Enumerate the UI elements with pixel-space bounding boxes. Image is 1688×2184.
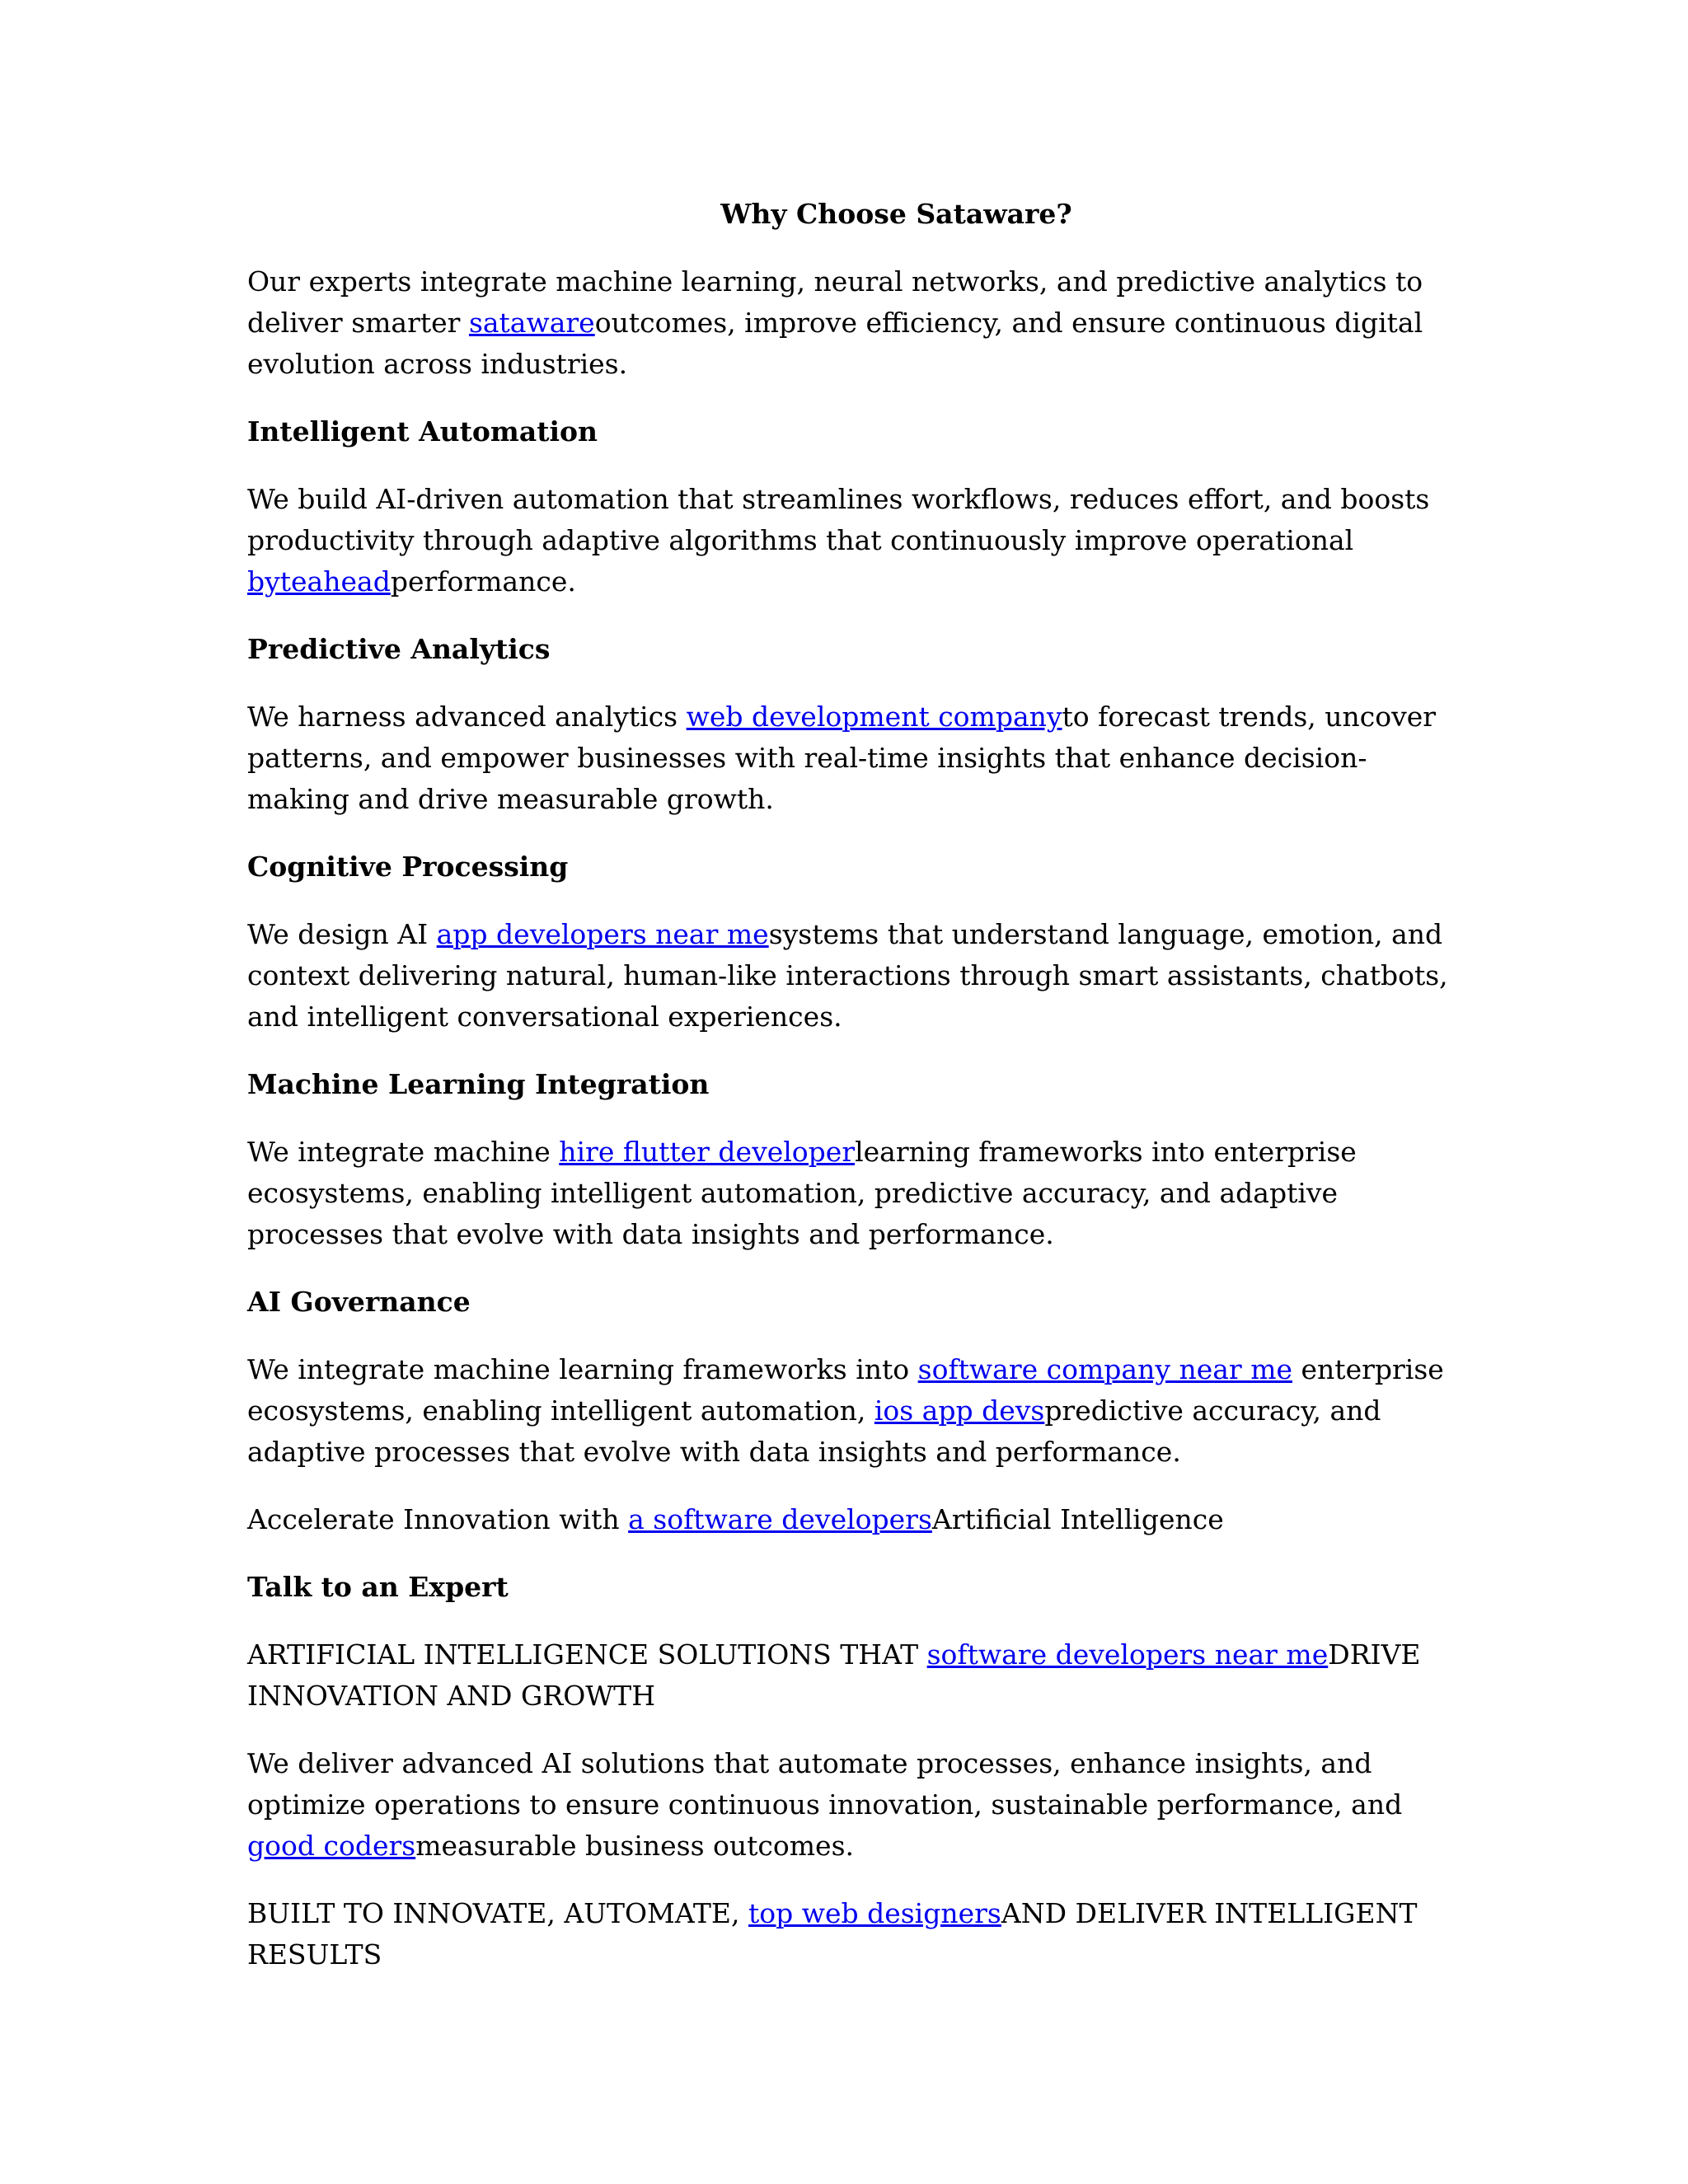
paragraph-ai-governance [247, 1349, 1451, 1473]
paragraph-text-start: We integrate machine [247, 1136, 560, 1168]
paragraph-text-end: to forecast trends, uncover patterns, and empower businesses with real-time insights that enhance decision-making and drive measurable growth. [247, 701, 1437, 815]
paragraph-machine-learning-integration [247, 1132, 1451, 1255]
solutions-text-end: DRIVE INNOVATION AND GROWTH [247, 1638, 1421, 1712]
link-web-development-company[interactable]: web development company [686, 701, 1062, 733]
paragraph-cognitive-processing [247, 914, 1451, 1038]
solutions-text-start: ARTIFICIAL INTELLIGENCE SOLUTIONS THAT [247, 1638, 927, 1671]
solutions-paragraph [247, 1634, 1451, 1717]
paragraph-intelligent-automation [247, 479, 1451, 602]
paragraph-text-end: predictive accuracy, and adaptive processes that evolve with data insights and performance. [247, 1394, 1381, 1468]
paragraph-text-start: We harness advanced analytics [247, 701, 687, 733]
deliver-text-start: We deliver advanced AI solutions that automate processes, enhance insights, and optimize operations to ensure continuous innovation, sustainable performance, and [247, 1747, 1403, 1821]
paragraph-text-start: We integrate machine learning frameworks into [247, 1353, 918, 1385]
link-a-software-developers[interactable]: a software developers [628, 1503, 932, 1535]
paragraph-text-start: We design AI [247, 918, 437, 950]
document-page [247, 194, 1451, 2002]
link-byteahead[interactable]: byteahead [247, 565, 391, 598]
link-software-company-near-me[interactable]: software company near me [917, 1353, 1293, 1385]
paragraph-text-end: performance. [390, 565, 576, 598]
intro-text-end: outcomes, improve efficiency, and ensure continuous digital evolution across industries. [247, 307, 1423, 380]
deliver-paragraph [247, 1743, 1451, 1867]
heading-ai-governance: AI Governance [247, 1286, 471, 1318]
paragraph-text-start: We build AI-driven automation that streamlines workflows, reduces effort, and boosts productivity through adaptive algorithms that continuously improve operational [247, 483, 1430, 556]
built-text-start: BUILT TO INNOVATE, AUTOMATE, [247, 1897, 748, 1929]
built-paragraph [247, 1893, 1451, 1975]
paragraph-predictive-analytics [247, 696, 1451, 820]
paragraph-text-end: systems that understand language, emotion, and context delivering natural, human-like interactions through smart assistants, chatbots, and intelligent conversational experiences. [247, 918, 1448, 1033]
built-text-end: AND DELIVER INTELLIGENT RESULTS [247, 1897, 1418, 1971]
accelerate-text-start: Accelerate Innovation with [247, 1503, 629, 1535]
link-ios-app-devs[interactable]: ios app devs [874, 1394, 1045, 1427]
page-title: Why Choose Sataware? [720, 198, 1072, 230]
deliver-text-end: measurable business outcomes. [415, 1830, 855, 1862]
paragraph-text-middle: enterprise ecosystems, enabling intelligent automation, [247, 1353, 1444, 1427]
intro-text-start: Our experts integrate machine learning, neural networks, and predictive analytics to deliver smarter [247, 265, 1423, 339]
link-app-developers-near-me[interactable]: app developers near me [436, 918, 769, 950]
heading-predictive-analytics: Predictive Analytics [247, 633, 551, 665]
accelerate-text-end: Artificial Intelligence [931, 1503, 1224, 1535]
link-sataware[interactable]: sataware [468, 307, 595, 339]
heading-talk-to-an-expert: Talk to an Expert [247, 1571, 509, 1603]
heading-intelligent-automation: Intelligent Automation [247, 415, 598, 448]
link-software-developers-near-me[interactable]: software developers near me [926, 1638, 1329, 1671]
heading-machine-learning-integration: Machine Learning Integration [247, 1068, 710, 1100]
accelerate-paragraph [247, 1499, 1451, 1540]
intro-paragraph [247, 261, 1451, 385]
link-hire-flutter-developer[interactable]: hire flutter developer [559, 1136, 856, 1168]
heading-cognitive-processing: Cognitive Processing [247, 851, 569, 883]
link-top-web-designers[interactable]: top web designers [748, 1897, 1001, 1929]
link-good-coders[interactable]: good coders [247, 1830, 416, 1862]
paragraph-text-end: learning frameworks into enterprise ecosystems, enabling intelligent automation, predictive accuracy, and adaptive processes that evolve with data insights and performance. [247, 1136, 1357, 1250]
